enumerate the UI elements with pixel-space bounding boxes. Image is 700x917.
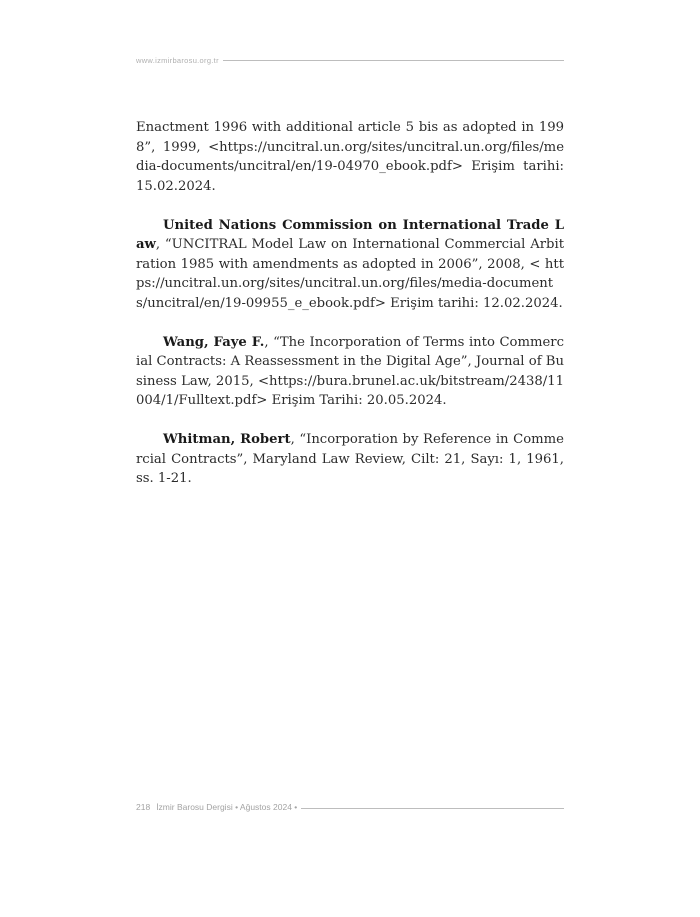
page-footer: [136, 801, 564, 813]
page-header: [136, 54, 564, 66]
entry-text: , “The Incorporation of Terms into Commercial Contracts: A Reassessment in the Digital Age”, Journal of Business Law, 2015, <https://bura.brunel.ac.uk/bitstream/2438/11004/1/Fulltext.pdf> Erişim Tarihi: 20.05.2024.: [136, 334, 564, 408]
bibliography-entry: [136, 430, 564, 489]
header-url: www.izmirbarosu.org.tr: [136, 55, 219, 65]
bibliography-entry: [136, 333, 564, 411]
entry-text: , “Incorporation by Reference in Commercial Contracts”, Maryland Law Review, Cilt: 21, Sayı: 1, 1961, ss. 1-21.: [136, 432, 564, 486]
header-rule: [223, 60, 564, 61]
entry-author: United Nations Commission on International Trade Law: [136, 217, 564, 252]
bibliography-entry: [136, 216, 564, 314]
entry-text: Enactment 1996 with additional article 5 bis as adopted in 1998”, 1999, <https://uncitral.un.org/sites/uncitral.un.org/files/media-documents/uncitral/en/19-04970_ebook.pdf> Erişim tarihi: 15.02.2024.: [136, 120, 564, 194]
page-number: 218: [136, 802, 151, 812]
entry-author: Whitman, Robert: [163, 432, 291, 447]
entry-text: , “UNCITRAL Model Law on International Commercial Arbitration 1985 with amendments as adopted in 2006”, 2008, < https://uncitral.un.org/sites/uncitral.un.org/files/media-documents/uncitral/en/19-09955_e_ebook.pdf> Erişim tarihi: 12.02.2024.: [136, 237, 564, 311]
journal-name: İzmir Barosu Dergisi • Ağustos 2024 •: [156, 802, 298, 812]
bibliography-entry: [136, 118, 564, 196]
bibliography-content: [136, 118, 564, 508]
footer-rule: [301, 808, 564, 809]
entry-author: Wang, Faye F.: [163, 334, 265, 350]
